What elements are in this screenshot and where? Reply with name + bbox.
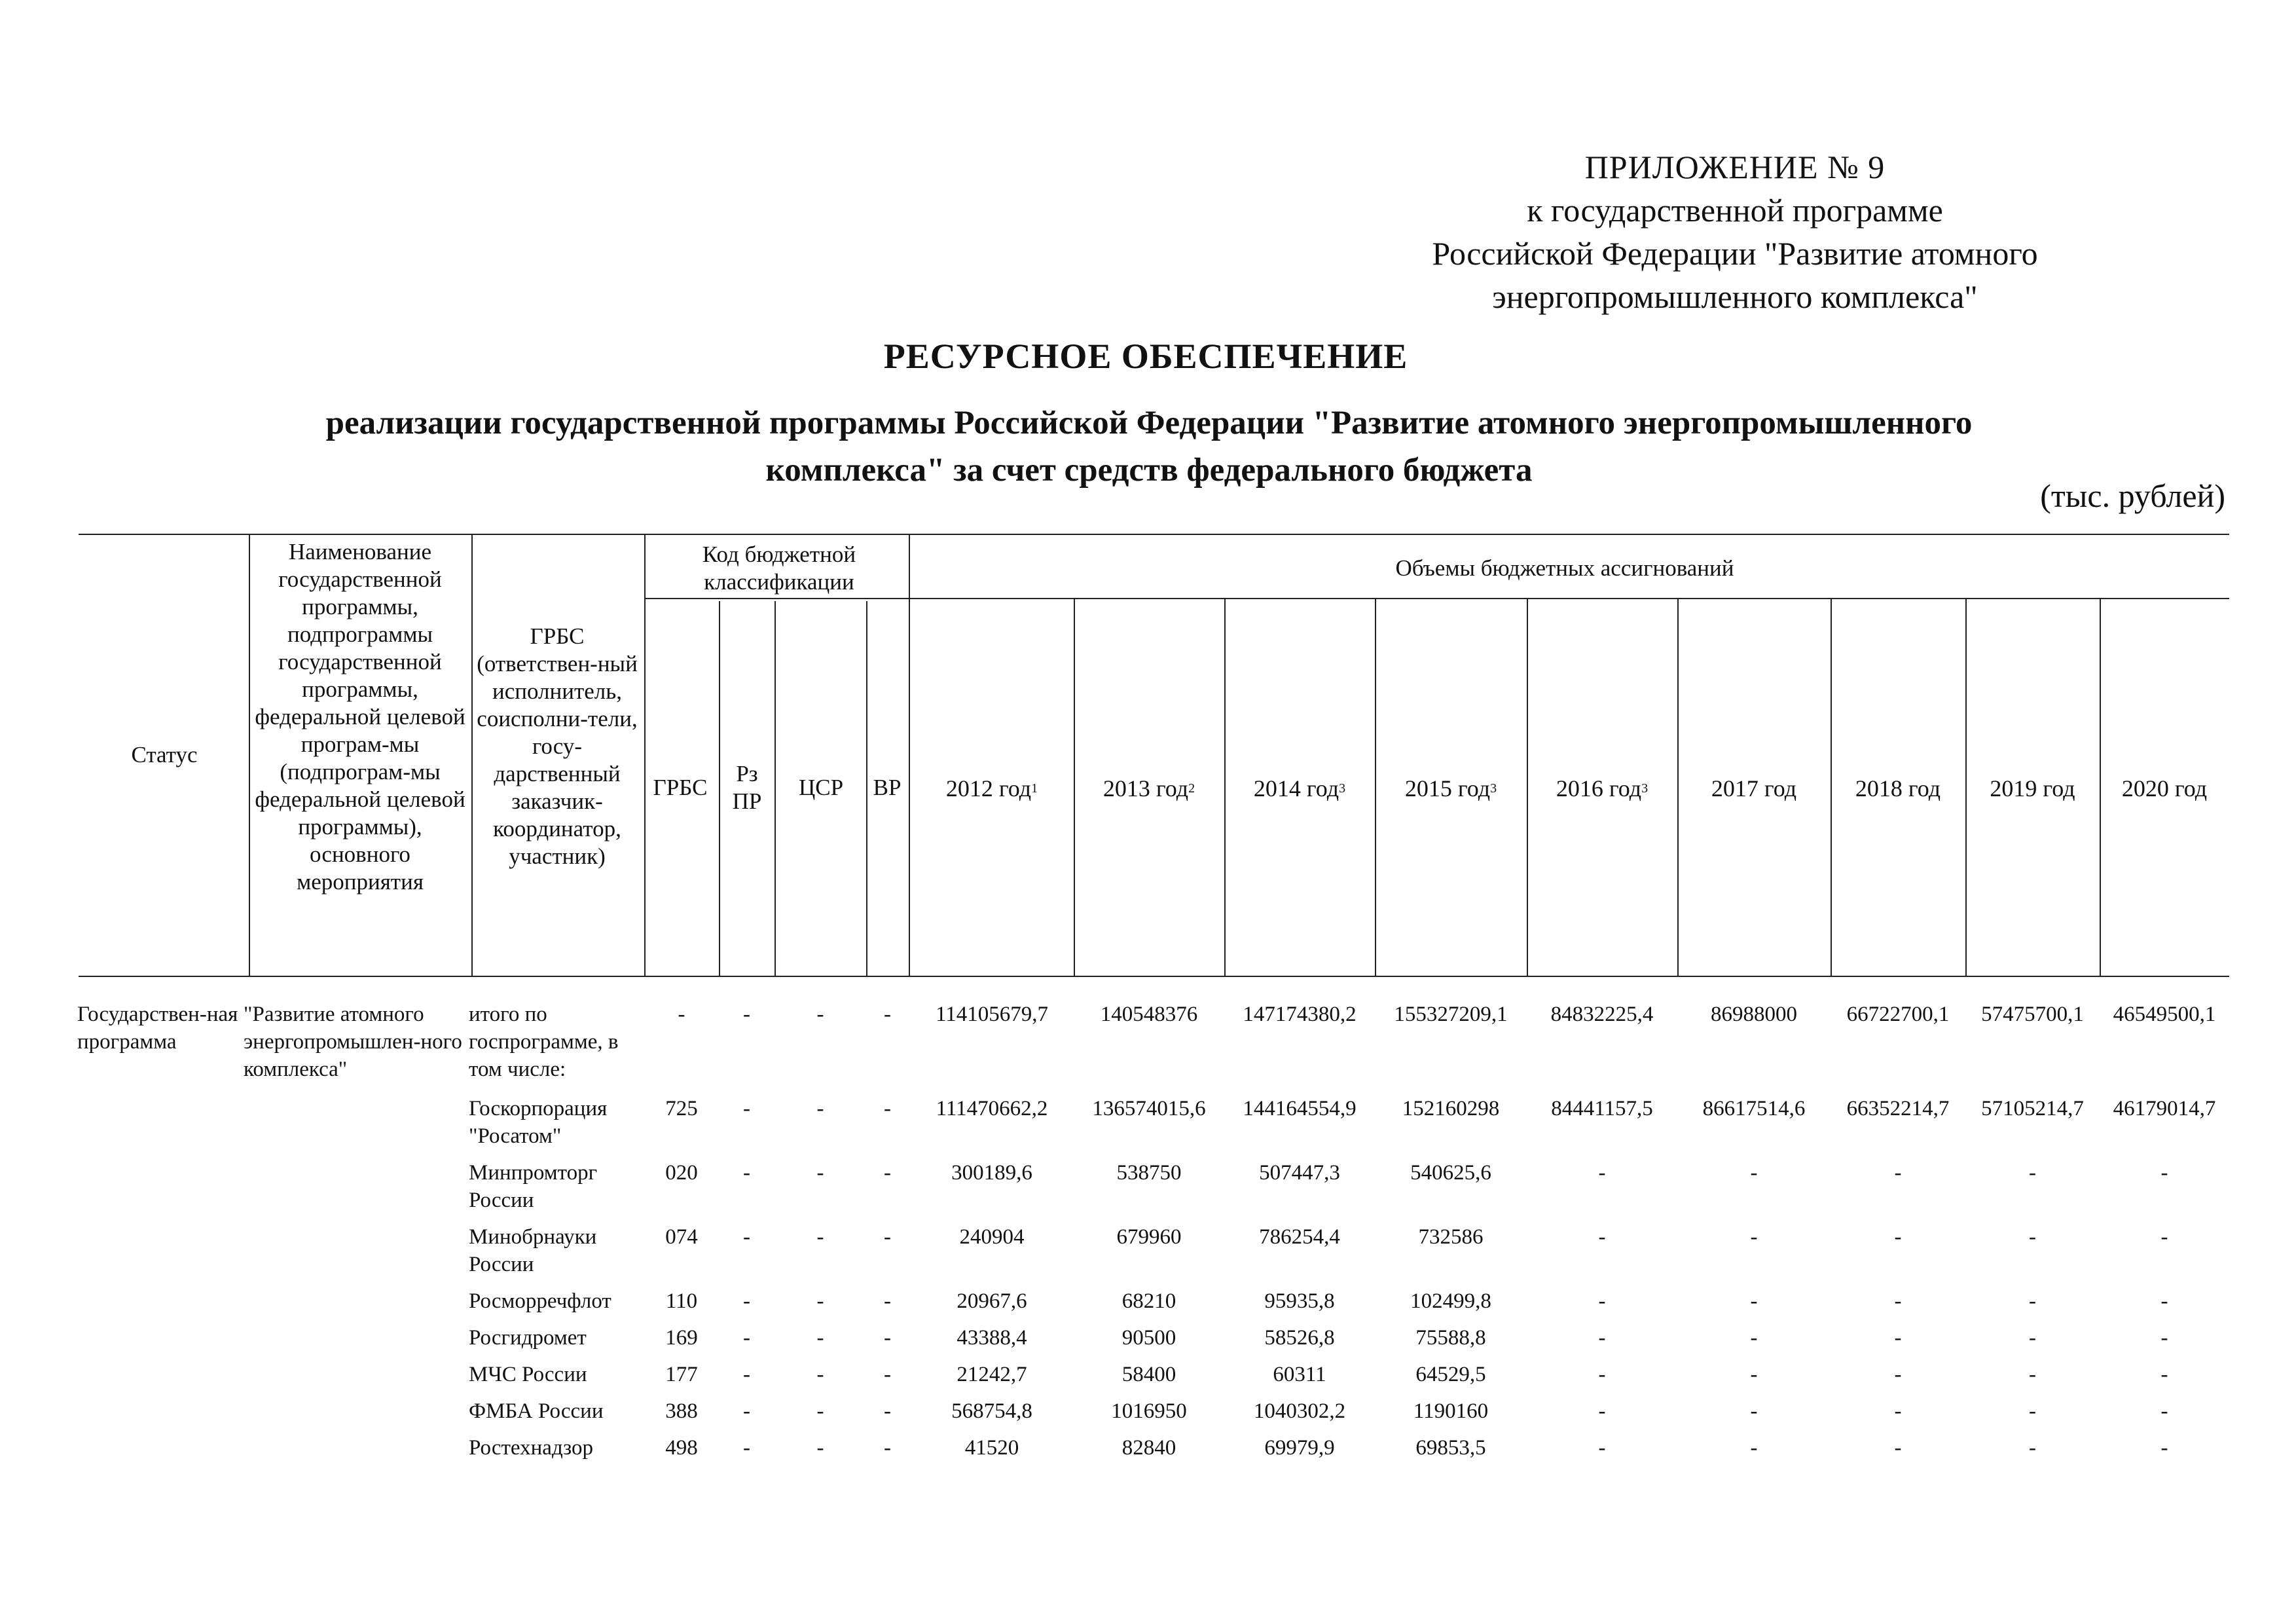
row-value-2012: 20967,6 (957, 1289, 1027, 1313)
row-rzpr: - (743, 1225, 750, 1249)
row-rzpr: - (743, 1097, 750, 1120)
program-name: "Развитие атомного энергопромышлен-ного комплекса" (244, 1003, 462, 1081)
row-csr: - (816, 1399, 824, 1423)
row-value-2019: - (2029, 1436, 2036, 1460)
row-value-2016: - (1598, 1363, 1606, 1386)
row-vr: - (884, 1289, 891, 1313)
header-csr: ЦСР (798, 775, 844, 800)
row-value-2020: - (2160, 1399, 2168, 1423)
row-value-2014: 60311 (1273, 1363, 1326, 1386)
row-value-2013: 1016950 (1111, 1399, 1187, 1423)
row-grbs-name: итого по госпрограмме, в том числе: (469, 1003, 619, 1081)
row-value-2015: 1190160 (1413, 1399, 1489, 1423)
row-rzpr: - (743, 1436, 750, 1460)
header-year (1224, 600, 1375, 976)
row-value-2016: - (1598, 1399, 1606, 1423)
header-kbk: Код бюджетной классификации (702, 542, 856, 595)
document-title: РЕСУРСНОЕ ОБЕСПЕЧЕНИЕ (883, 337, 1408, 376)
row-vr: - (884, 1436, 891, 1460)
row-grbs-name: МЧС России (469, 1363, 587, 1386)
row-value-2017: - (1750, 1225, 1758, 1249)
row-value-2015: 732586 (1418, 1225, 1484, 1249)
row-value-2016: - (1598, 1436, 1606, 1460)
header-year (1965, 600, 2100, 976)
row-value-2015: 75588,8 (1415, 1326, 1486, 1350)
row-value-2016: - (1598, 1225, 1606, 1249)
row-vr: - (884, 1097, 891, 1120)
row-value-2014: 95935,8 (1264, 1289, 1335, 1313)
row-vr: - (884, 1003, 891, 1026)
row-csr: - (816, 1326, 824, 1350)
header-year-label: 2019 год (1990, 775, 2075, 802)
row-rzpr: - (743, 1399, 750, 1423)
row-grbs-name: Росгидромет (469, 1326, 587, 1350)
units-label: (тыс. рублей) (2040, 477, 2225, 514)
row-value-2017: - (1750, 1399, 1758, 1423)
row-value-2014: 507447,3 (1259, 1161, 1340, 1185)
header-year-label: 2012 год (945, 775, 1032, 802)
row-value-2015: 155327209,1 (1394, 1003, 1508, 1026)
row-value-2019: - (2029, 1225, 2036, 1249)
header-year-footnote: 3 (1490, 781, 1497, 796)
row-value-2018: - (1894, 1399, 1902, 1423)
row-grbs-code: - (678, 1003, 685, 1026)
header-year-label: 2013 год (1102, 775, 1189, 802)
annex-line-3: энергопромышленного комплекса" (1492, 278, 1978, 315)
header-grbs-main: ГРБС (ответствен-ный исполнитель, соисполни-тели, госу-дарственный заказчик-координатор, участник) (477, 623, 638, 869)
row-value-2014: 1040302,2 (1253, 1399, 1346, 1423)
row-value-2017: - (1750, 1289, 1758, 1313)
row-value-2019: 57105214,7 (1981, 1097, 2084, 1120)
row-grbs-name: Минобрнауки России (469, 1225, 597, 1276)
header-year (910, 600, 1074, 976)
row-vr: - (884, 1225, 891, 1249)
row-value-2020: - (2160, 1326, 2168, 1350)
row-grbs-code: 169 (665, 1326, 698, 1350)
row-value-2012: 114105679,7 (935, 1003, 1049, 1026)
row-value-2018: 66722700,1 (1846, 1003, 1950, 1026)
row-vr: - (884, 1399, 891, 1423)
header-year-label: 2020 год (2121, 775, 2208, 802)
row-value-2020: - (2160, 1161, 2168, 1185)
header-year-label: 2015 год (1404, 775, 1491, 802)
row-value-2020: 46179014,7 (2113, 1097, 2216, 1120)
row-value-2019: 57475700,1 (1981, 1003, 2084, 1026)
row-vr: - (884, 1161, 891, 1185)
row-value-2018: - (1894, 1326, 1902, 1350)
row-value-2018: - (1894, 1289, 1902, 1313)
row-value-2017: - (1750, 1363, 1758, 1386)
program-status: Государствен-ная программа (77, 1003, 238, 1054)
header-rzpr: Рз ПР (732, 761, 762, 814)
header-year-label: 2014 год (1253, 775, 1339, 802)
header-year-label: 2016 год (1556, 775, 1642, 802)
row-value-2019: - (2029, 1326, 2036, 1350)
row-value-2012: 21242,7 (957, 1363, 1027, 1386)
row-grbs-name: Росморречфлот (469, 1289, 611, 1313)
row-grbs-name: Госкорпорация "Росатом" (469, 1097, 608, 1148)
row-value-2019: - (2029, 1363, 2036, 1386)
row-value-2013: 68210 (1121, 1289, 1176, 1313)
annex-title: ПРИЛОЖЕНИЕ № 9 (1584, 149, 1886, 185)
row-value-2016: 84832225,4 (1550, 1003, 1654, 1026)
header-year-footnote: 1 (1031, 781, 1038, 796)
row-value-2018: - (1894, 1225, 1902, 1249)
row-value-2019: - (2029, 1399, 2036, 1423)
row-grbs-code: 725 (665, 1097, 698, 1120)
row-grbs-code: 074 (665, 1225, 698, 1249)
document-subtitle-line-2: комплекса" за счет средств федерального бюджета (765, 452, 1533, 489)
row-value-2012: 43388,4 (957, 1326, 1027, 1350)
row-grbs-code: 388 (665, 1399, 698, 1423)
header-year (1375, 600, 1527, 976)
row-value-2020: - (2160, 1289, 2168, 1313)
row-value-2016: - (1598, 1289, 1606, 1313)
row-grbs-name: Минпромторг России (469, 1161, 598, 1212)
table-top-border (79, 534, 2229, 535)
row-value-2013: 136574015,6 (1092, 1097, 1206, 1120)
row-value-2013: 58400 (1121, 1363, 1176, 1386)
row-value-2018: - (1894, 1363, 1902, 1386)
row-value-2020: - (2160, 1225, 2168, 1249)
row-value-2012: 111470662,2 (936, 1097, 1048, 1120)
row-value-2017: - (1750, 1436, 1758, 1460)
row-value-2020: - (2160, 1436, 2168, 1460)
row-value-2014: 147174380,2 (1243, 1003, 1357, 1026)
row-value-2015: 64529,5 (1415, 1363, 1486, 1386)
row-grbs-code: 020 (665, 1161, 698, 1185)
row-rzpr: - (743, 1289, 750, 1313)
header-year-label: 2017 год (1711, 775, 1797, 802)
row-csr: - (816, 1363, 824, 1386)
row-rzpr: - (743, 1003, 750, 1026)
header-year (1677, 600, 1831, 976)
row-value-2017: 86617514,6 (1702, 1097, 1806, 1120)
header-year (1074, 600, 1224, 976)
document-subtitle (92, 399, 2206, 494)
row-value-2017: - (1750, 1161, 1758, 1185)
row-value-2013: 538750 (1116, 1161, 1182, 1185)
annex-line-1: к государственной программе (1527, 192, 1943, 229)
row-csr: - (816, 1289, 824, 1313)
row-csr: - (816, 1161, 824, 1185)
header-grbs: ГРБС (653, 775, 708, 800)
row-value-2019: - (2029, 1161, 2036, 1185)
row-value-2013: 82840 (1121, 1436, 1176, 1460)
row-grbs-code: 177 (665, 1363, 698, 1386)
row-value-2012: 568754,8 (951, 1399, 1032, 1423)
row-grbs-code: 110 (665, 1289, 698, 1313)
header-year (1527, 600, 1677, 976)
row-value-2018: - (1894, 1436, 1902, 1460)
row-value-2019: - (2029, 1289, 2036, 1313)
header-year (2100, 600, 2229, 976)
row-value-2018: - (1894, 1161, 1902, 1185)
row-grbs-name: Ростехнадзор (469, 1436, 593, 1460)
row-value-2016: 84441157,5 (1551, 1097, 1653, 1120)
row-value-2015: 102499,8 (1410, 1289, 1491, 1313)
row-value-2018: 66352214,7 (1846, 1097, 1950, 1120)
row-csr: - (816, 1003, 824, 1026)
header-year-footnote: 3 (1641, 781, 1649, 796)
row-rzpr: - (743, 1363, 750, 1386)
row-value-2015: 540625,6 (1410, 1161, 1491, 1185)
row-value-2014: 69979,9 (1264, 1436, 1335, 1460)
row-csr: - (816, 1225, 824, 1249)
row-grbs-name: ФМБА России (469, 1399, 604, 1423)
header-volumes: Объемы бюджетных ассигнований (1395, 555, 1734, 581)
row-rzpr: - (743, 1161, 750, 1185)
row-value-2013: 90500 (1121, 1326, 1176, 1350)
row-grbs-code: 498 (665, 1436, 698, 1460)
row-value-2015: 69853,5 (1415, 1436, 1486, 1460)
row-value-2014: 58526,8 (1264, 1326, 1335, 1350)
document-subtitle-line-1: реализации государственной программы Российской Федерации "Развитие атомного энергопромышленного (325, 405, 1973, 441)
row-csr: - (816, 1097, 824, 1120)
row-value-2014: 144164554,9 (1243, 1097, 1357, 1120)
header-year-footnote: 2 (1188, 781, 1195, 796)
row-vr: - (884, 1326, 891, 1350)
row-value-2013: 679960 (1116, 1225, 1182, 1249)
row-value-2017: 86988000 (1711, 1003, 1797, 1026)
row-csr: - (816, 1436, 824, 1460)
row-value-2016: - (1598, 1326, 1606, 1350)
row-value-2020: - (2160, 1363, 2168, 1386)
row-value-2017: - (1750, 1326, 1758, 1350)
header-vr: ВР (873, 775, 902, 800)
row-value-2015: 152160298 (1402, 1097, 1500, 1120)
header-year-footnote: 3 (1339, 781, 1346, 796)
header-year (1831, 600, 1965, 976)
header-year-label: 2018 год (1855, 775, 1941, 802)
row-value-2014: 786254,4 (1259, 1225, 1340, 1249)
annex-line-2: Российской Федерации "Развитие атомного (1432, 235, 2038, 272)
row-value-2020: 46549500,1 (2113, 1003, 2216, 1026)
row-value-2012: 300189,6 (951, 1161, 1032, 1185)
header-status: Статус (131, 742, 198, 767)
row-value-2012: 41520 (964, 1436, 1019, 1460)
row-value-2013: 140548376 (1100, 1003, 1198, 1026)
header-name: Наименование государственной программы, подпрограммы государственной программы, федеральной целевой програм-мы (подпрограм-мы федеральной целевой программы), основного мероприятия (255, 539, 465, 895)
row-value-2012: 240904 (959, 1225, 1025, 1249)
row-rzpr: - (743, 1326, 750, 1350)
row-vr: - (884, 1363, 891, 1386)
row-value-2016: - (1598, 1161, 1606, 1185)
annex-block (1342, 145, 2128, 318)
